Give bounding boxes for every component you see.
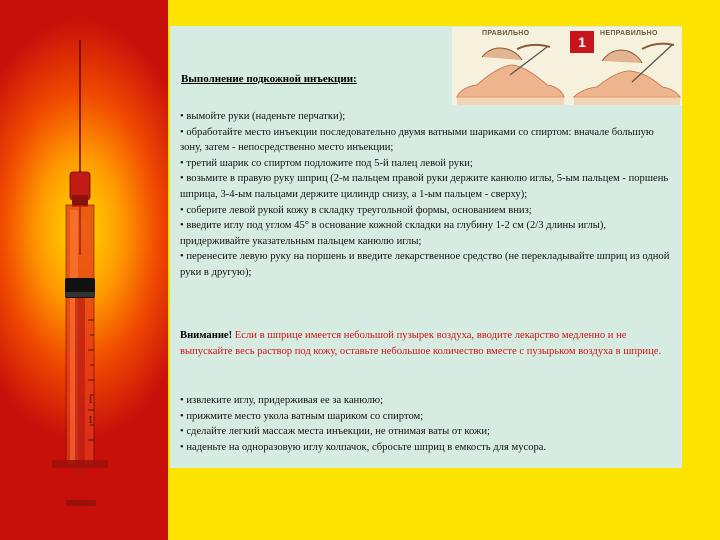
final-step-item: • извлеките иглу, придерживая ее за канюлю; xyxy=(180,395,383,406)
skin-fold-illustration xyxy=(452,27,682,105)
final-step-item: • прижмите место укола ватным шариком со спиртом; xyxy=(180,410,424,422)
step-item: • вымойте руки (наденьте перчатки); xyxy=(180,111,346,122)
syringe-image xyxy=(0,0,168,540)
step-item: • третий шарик со спиртом подложите под 5-й палец левой руки; xyxy=(180,157,473,169)
final-steps-list xyxy=(180,393,675,455)
label-correct: ПРАВИЛЬНО xyxy=(482,30,530,37)
step-number-badge: 1 xyxy=(570,31,594,53)
final-step-item: • сделайте легкий массаж места инъекции, не отнимая ваты от кожи; xyxy=(180,426,490,438)
final-step-item: • наденьте на одноразовую иглу колпачок, сбросьте шприц в емкость для мусора. xyxy=(180,441,547,453)
step-item: • возьмите в правую руку шприц (2-м пальцем правой руки держите канюлю иглы, 5-ым пальцем - поршень шприца, 3-4-ым пальцами держите цилиндр снизу, а 1-ым пальцем - сверху); xyxy=(180,173,669,200)
page-title: Выполнение подкожной инъекции: xyxy=(181,73,357,85)
step-item: • введите иглу под углом 45° в основание кожной складки на глубину 1-2 см (2/3 длины иглы), придерживайте указательным пальцем канюлю иглы; xyxy=(180,220,607,247)
syringe-marking-top: 1 xyxy=(88,395,93,406)
steps-list xyxy=(180,109,670,281)
step-item: • соберите левой рукой кожу в складку треугольной формы, основанием вниз; xyxy=(180,204,532,216)
step-item: • обработайте место инъекции последовательно двумя ватными шариками со спиртом: вначале большую зону, затем - непосредственно место инъекции; xyxy=(180,126,654,154)
syringe-panel xyxy=(0,0,168,540)
injection-illustration xyxy=(452,27,682,105)
warning-text: Если в шприце имеется небольшой пузырек воздуха, вводите лекарство медленно и не выпускайте весь раствор под кожу, оставьте небольшое количество вместе с пузырьком воздуха в шприце. xyxy=(180,330,662,357)
warning-label: Внимание! xyxy=(180,330,233,341)
label-incorrect: НЕПРАВИЛЬНО xyxy=(600,30,658,37)
syringe-marking-bottom: 1 xyxy=(88,415,93,426)
warning-note xyxy=(180,328,670,359)
step-item: • перенесите левую руку на поршень и введите лекарственное средство (не перекладывайте шприц из одной руки в другую); xyxy=(180,251,670,278)
